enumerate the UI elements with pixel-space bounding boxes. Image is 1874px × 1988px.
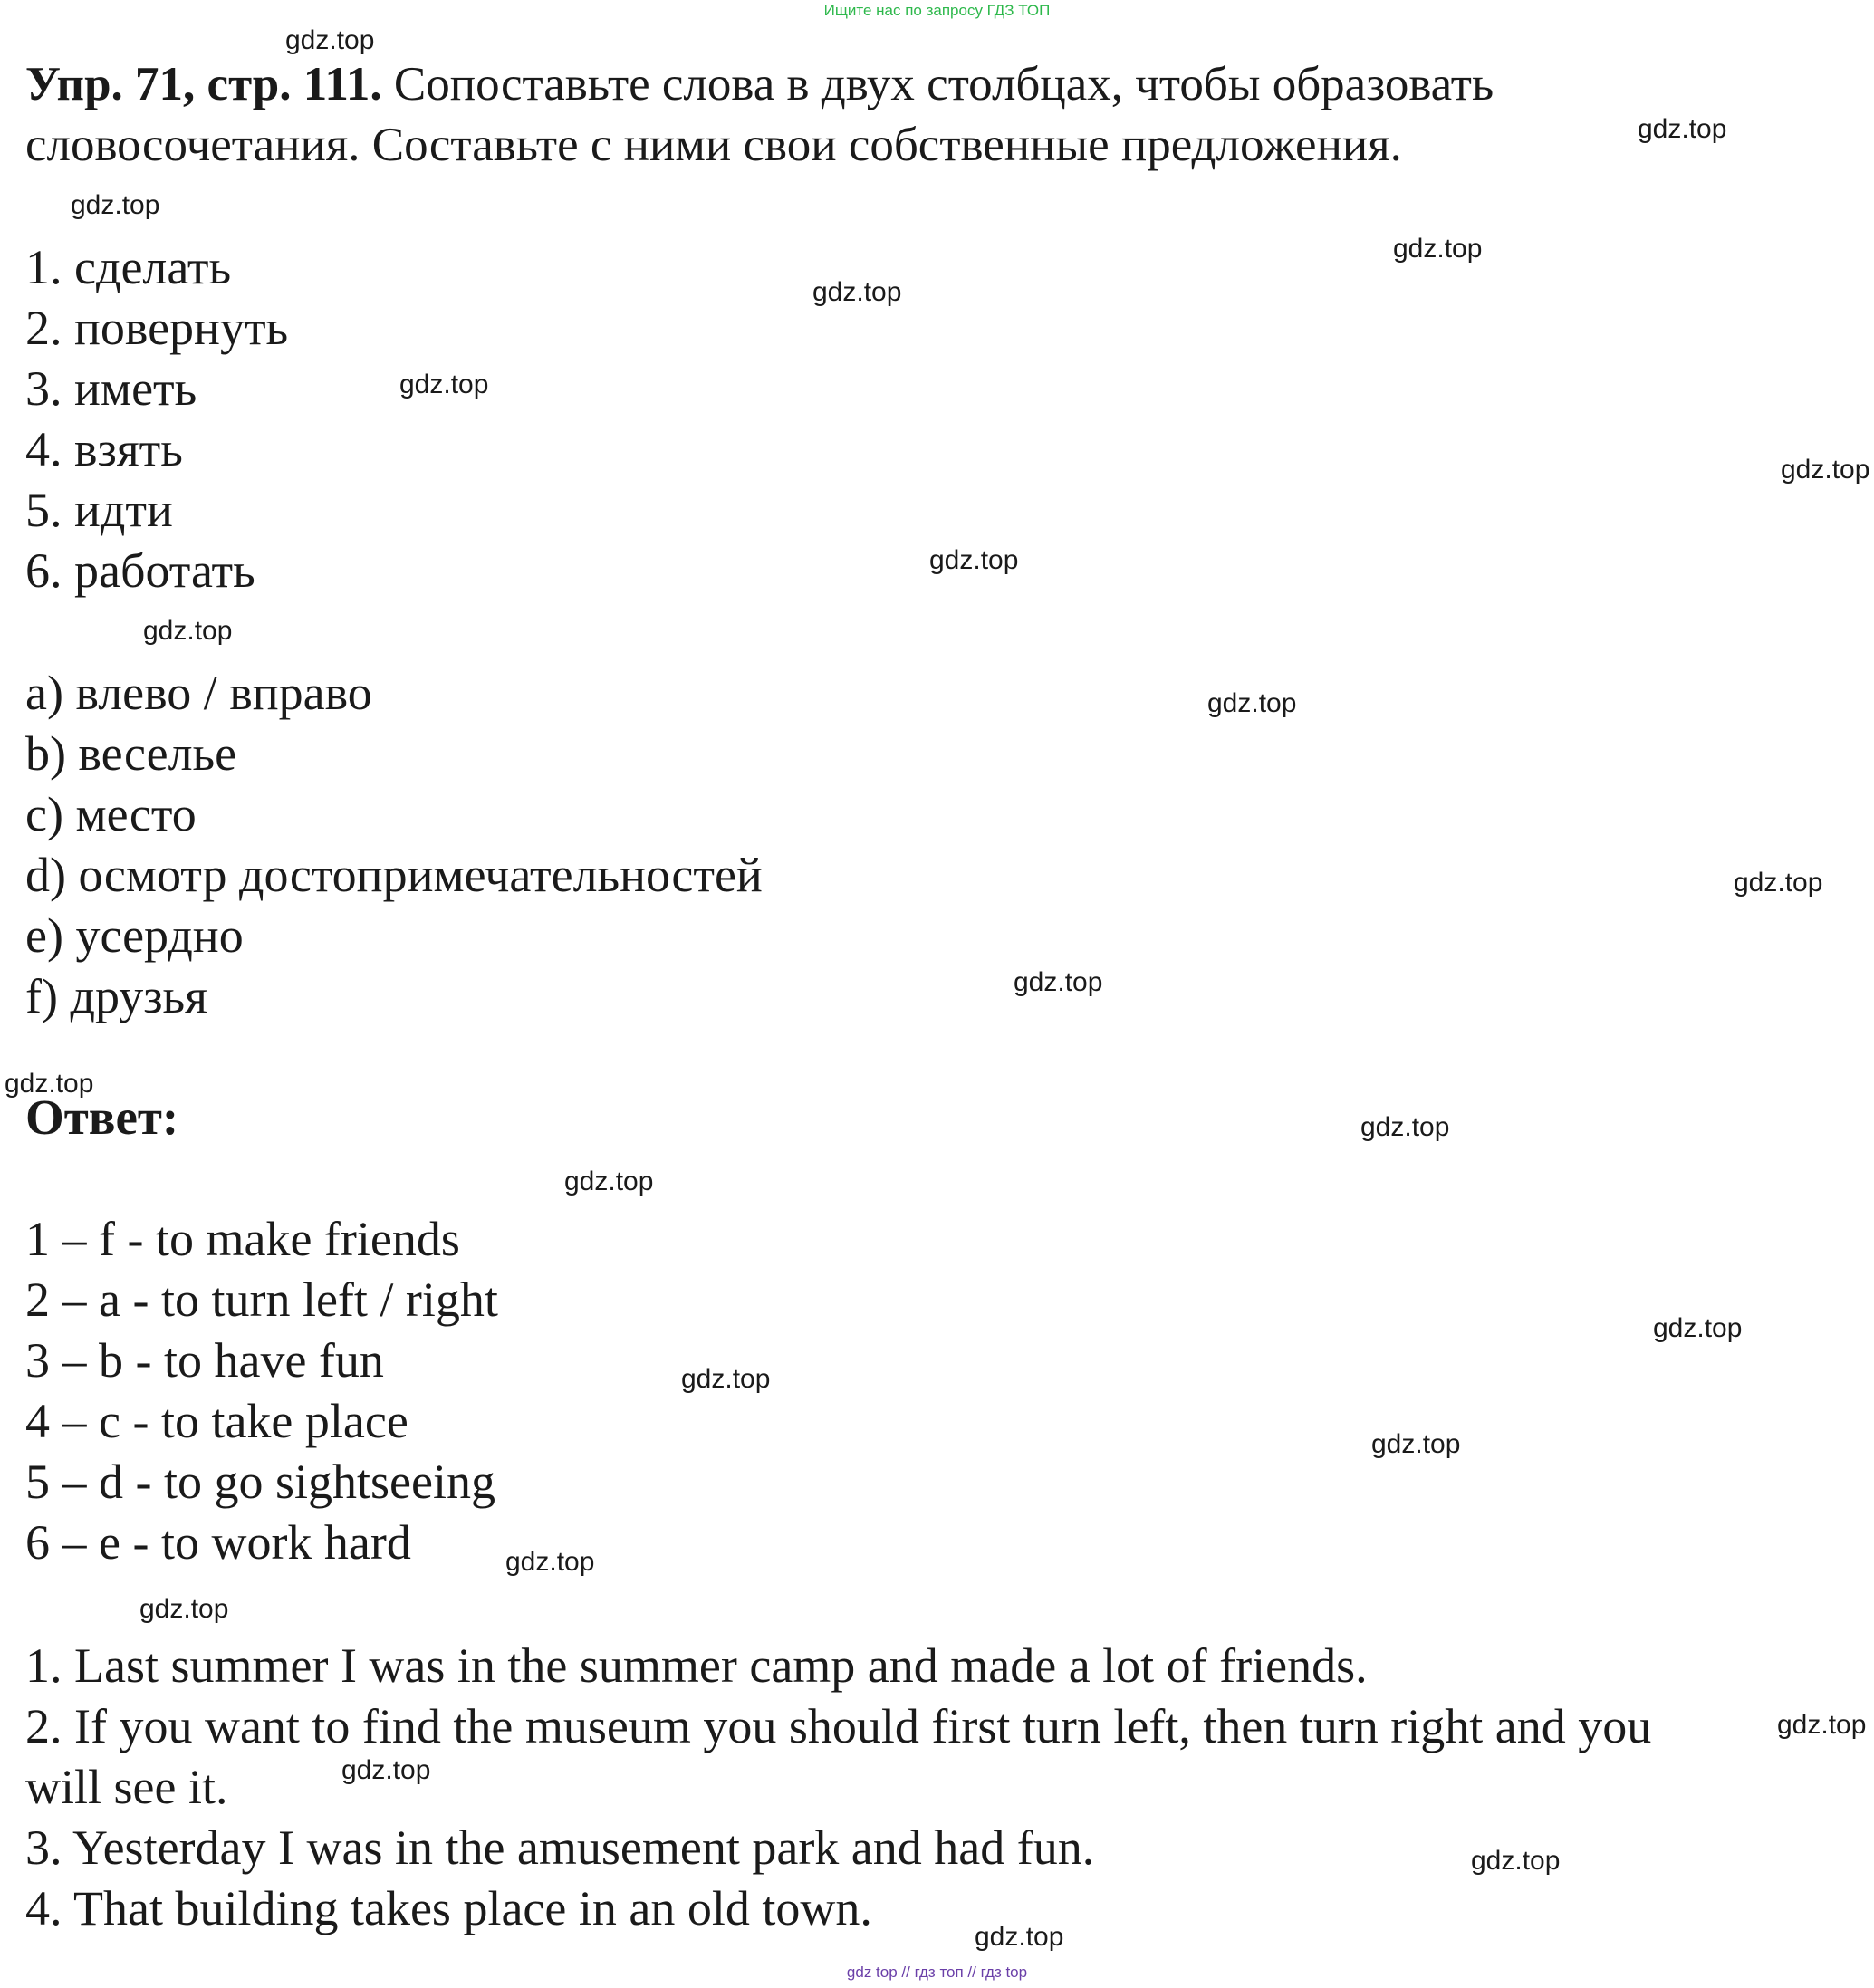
watermark: gdz.top <box>1360 1112 1450 1142</box>
watermark: gdz.top <box>681 1364 771 1394</box>
sentence-item: 3. Yesterday I was in the amusement park and had fun. <box>25 1820 1095 1875</box>
watermark: gdz.top <box>341 1755 431 1785</box>
sentence-item: 2. If you want to find the museum you should first turn left, then turn right and you will see it. <box>25 1699 1652 1814</box>
top-banner: Ищите нас по запросу ГДЗ ТОП <box>823 2 1051 19</box>
footer-links: gdz top // гдз топ // гдз top <box>846 1964 1028 1981</box>
column-one-list <box>25 237 288 601</box>
watermark: gdz.top <box>1638 114 1727 144</box>
list-item: a) влево / вправо <box>25 666 372 720</box>
watermark: gdz.top <box>1371 1429 1461 1459</box>
exercise-heading <box>25 54 1728 176</box>
watermark: gdz.top <box>143 616 233 646</box>
answer-matches-list <box>25 1209 498 1573</box>
watermark: gdz.top <box>139 1594 229 1624</box>
list-item: 2. повернуть <box>25 301 289 355</box>
sentence-item: 4. That building takes place in an old town. <box>25 1881 872 1935</box>
watermark: gdz.top <box>564 1167 654 1196</box>
match-item: 5 – d - to go sightseeing <box>25 1455 495 1509</box>
match-item: 4 – c - to take place <box>25 1394 408 1448</box>
watermark: gdz.top <box>71 190 160 220</box>
list-item: 4. взять <box>25 422 183 476</box>
sentence-item: 1. Last summer I was in the summer camp and made a lot of friends. <box>25 1638 1368 1693</box>
watermark: gdz.top <box>1014 967 1103 997</box>
list-item: b) веселье <box>25 726 237 781</box>
answer-sentences-list <box>25 1636 1728 1939</box>
watermark: gdz.top <box>929 545 1019 575</box>
exercise-ref: Упр. 71, стр. 111. <box>25 58 382 110</box>
match-item: 3 – b - to have fun <box>25 1333 384 1388</box>
watermark: gdz.top <box>5 1069 94 1099</box>
list-item: 6. работать <box>25 543 255 598</box>
list-item: f) друзья <box>25 969 208 1023</box>
list-item: 1. сделать <box>25 240 232 294</box>
list-item: d) осмотр достопримечательностей <box>25 848 763 902</box>
watermark: gdz.top <box>505 1547 595 1577</box>
watermark: gdz.top <box>1471 1846 1561 1876</box>
answer-title: Ответ: <box>25 1090 179 1145</box>
watermark: gdz.top <box>1653 1313 1743 1343</box>
list-item: c) место <box>25 787 197 841</box>
column-two-list <box>25 663 763 1027</box>
watermark: gdz.top <box>1207 688 1297 718</box>
list-item: e) усердно <box>25 908 244 963</box>
match-item: 2 – a - to turn left / right <box>25 1273 498 1327</box>
watermark: gdz.top <box>812 277 902 307</box>
watermark: gdz.top <box>1777 1710 1867 1740</box>
match-item: 1 – f - to make friends <box>25 1212 460 1266</box>
watermark: gdz.top <box>1393 234 1483 264</box>
list-item: 3. иметь <box>25 361 197 416</box>
list-item: 5. идти <box>25 483 173 537</box>
watermark: gdz.top <box>399 370 489 399</box>
exercise-instruction: Сопоставьте слова в двух столбцах, чтобы образовать словосочетания. Составьте с ними свои собственные предложения. <box>25 58 1494 171</box>
watermark: gdz.top <box>285 25 375 55</box>
match-item: 6 – e - to work hard <box>25 1515 411 1570</box>
watermark: gdz.top <box>975 1922 1064 1952</box>
watermark: gdz.top <box>1781 455 1870 485</box>
watermark: gdz.top <box>1734 868 1823 898</box>
